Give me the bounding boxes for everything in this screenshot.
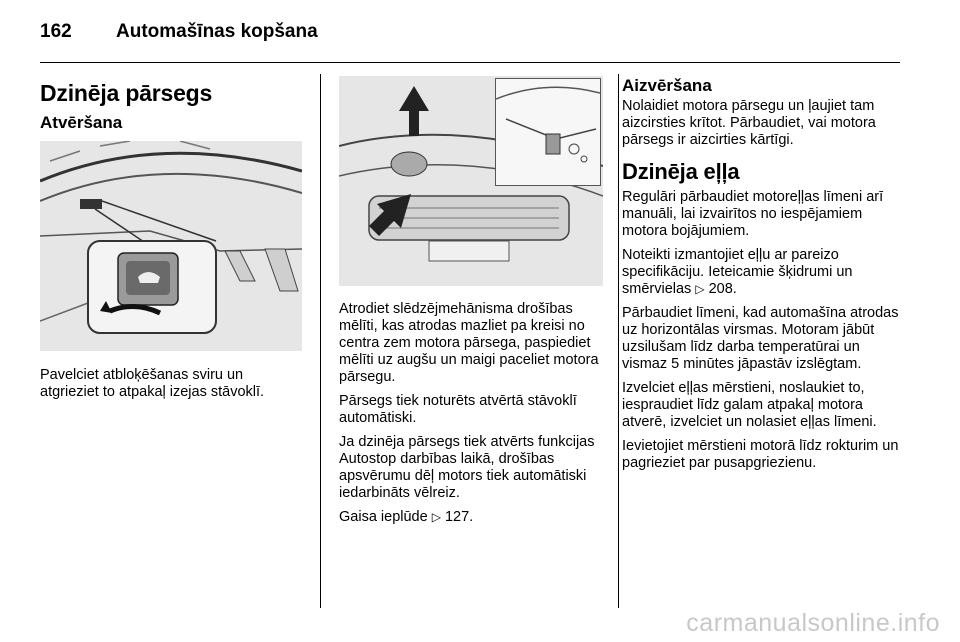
catch-detail-inset [495, 78, 601, 186]
section-title: Dzinēja pārsegs [40, 80, 213, 106]
hood-release-lever-illustration [40, 141, 302, 351]
reference-text: Noteikti izmantojiet eļļu ar pareizo specifikāciju. Ieteicamie šķidrumi un smērvielas [622, 247, 853, 297]
column-divider [618, 74, 619, 608]
paragraph: Ja dzinēja pārsegs tiek atvērts funkcijas Autostop darbības laikā, drošības apsvērumu dēļ motors tiek automātiski iedarbināts vēlreiz. [339, 434, 595, 501]
hood-safety-catch-illustration [339, 76, 603, 286]
page-header [40, 18, 900, 63]
paragraph: Atrodiet slēdzējmehānisma drošības mēlīti, kas atrodas mazliet pa kreisi no centra zem motora pārsega, paspiediet mēlīti uz augšu un maigi paceliet motora pārsegu. [339, 301, 599, 385]
watermark-logo: carmanualsonline.info [686, 609, 940, 637]
reference-page: 208. [708, 281, 737, 297]
paragraph: Izvelciet eļļas mērstieni, noslaukiet to, iespraudiet līdz galam atpakaļ motora atverē, izvelciet un nolasiet eļļas līmeni. [622, 380, 877, 430]
paragraph: Nolaidiet motora pārsegu un ļaujiet tam aizcirsties krītot. Pārbaudiet, vai motora pārsegs ir aizcirties kārtīgi. [622, 98, 876, 148]
paragraph: Pārbaudiet līmeni, kad automašīna atrodas uz horizontālas virsmas. Motoram jābūt uzsilušam līdz darba temperatūrai un vismaz 5 minūtes jāpastāv izslēgtam. [622, 305, 899, 372]
paragraph-with-reference [339, 509, 603, 526]
column-divider [320, 74, 321, 608]
subsection-title: Aizvēršana [622, 76, 712, 95]
column-2 [339, 76, 603, 533]
paragraph: Regulāri pārbaudiet motoreļļas līmeni arī manuāli, lai izvairītos no iespējamiem motora bojājumiem. [622, 189, 884, 239]
column-1 [40, 76, 302, 408]
hood-release-lever-drawing [40, 141, 302, 351]
reference-page: 127. [444, 509, 474, 525]
caption-text: Pavelciet atbloķēšanas sviru un atgrieziet to atpakaļ izejas stāvoklī. [40, 367, 265, 400]
running-title: Automašīnas kopšana [116, 21, 318, 42]
paragraph: Ievietojiet mērstieni motorā līdz rokturim un pagrieziet par pusapgriezienu. [622, 438, 899, 471]
paragraph-with-reference [622, 247, 902, 298]
page-reference-arrow-icon: ▷ [695, 282, 705, 296]
section-title: Dzinēja eļļa [622, 159, 740, 184]
paragraph: Pārsegs tiek noturēts atvērtā stāvoklī automātiski. [339, 393, 577, 426]
catch-detail-drawing [496, 79, 600, 185]
reference-text: Gaisa ieplūde [339, 509, 428, 525]
subsection-title: Atvēršana [40, 113, 123, 132]
column-3 [622, 76, 902, 479]
page-number: 162 [40, 21, 72, 42]
page-reference-arrow-icon: ▷ [431, 510, 441, 524]
